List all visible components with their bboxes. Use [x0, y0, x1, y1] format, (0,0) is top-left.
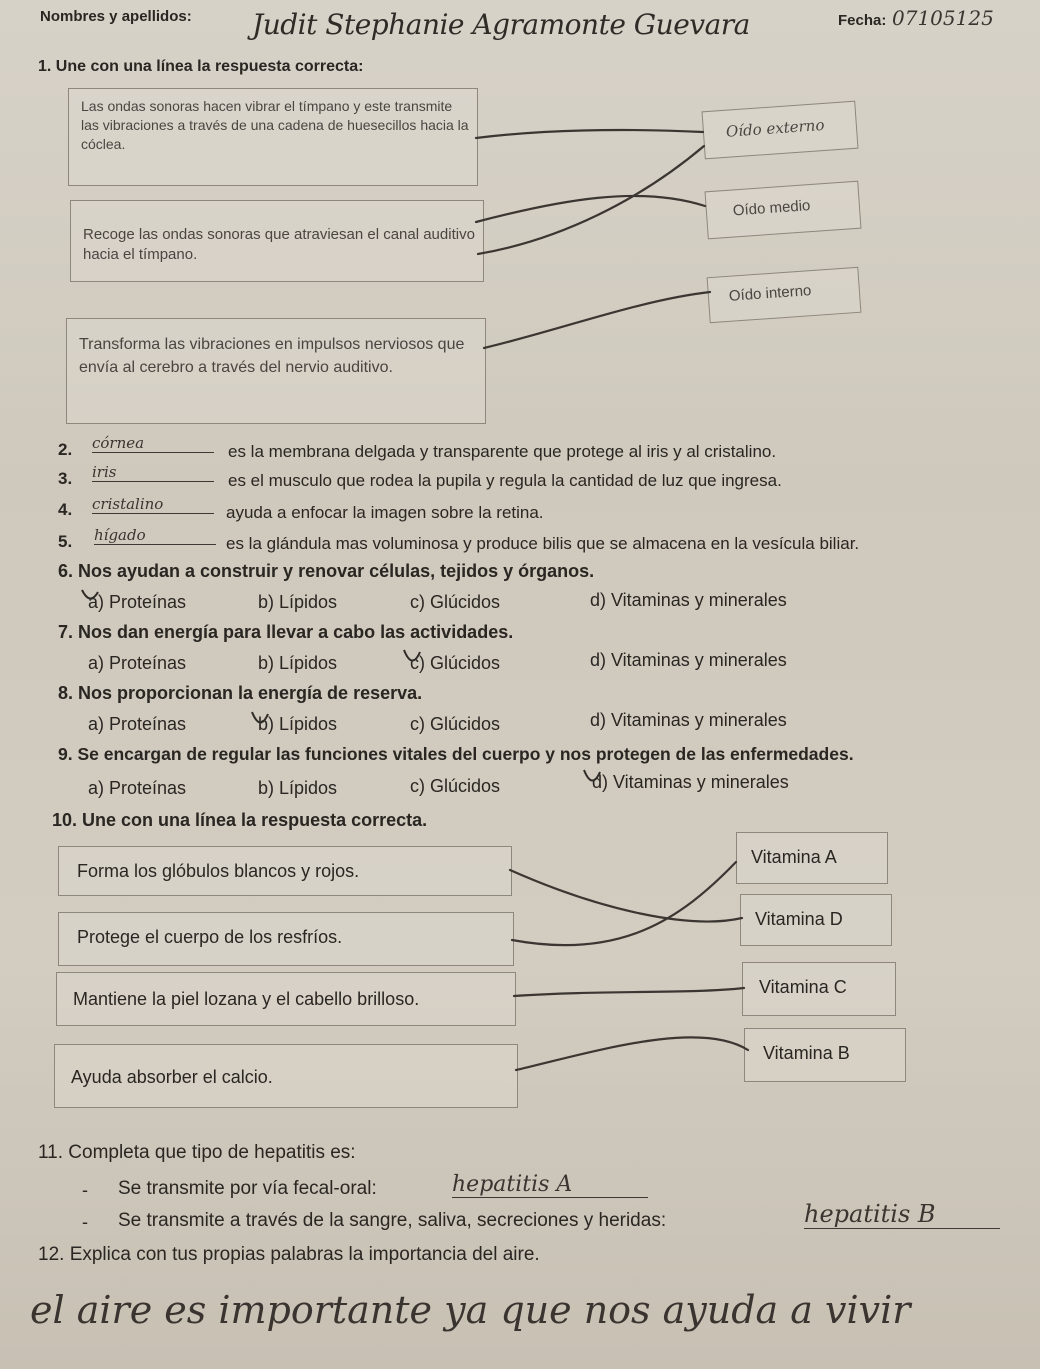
q1-title: 1. Une con una línea la respuesta correcta:	[38, 58, 364, 75]
q10-line-3	[514, 988, 744, 996]
q10-line-4	[516, 1037, 748, 1070]
fill-text: es el musculo que rodea la pupila y regula la cantidad de luz que ingresa.	[228, 471, 782, 490]
fill-answer[interactable]: iris	[92, 463, 214, 482]
q11-answer-1[interactable]: hepatitis A	[452, 1172, 648, 1198]
q11-item-2: Se transmite a través de la sangre, saliva, secreciones y heridas:	[118, 1210, 667, 1231]
mc-question-text: 7. Nos dan energía para llevar a cabo las actividades.	[58, 622, 514, 642]
fill-answer[interactable]: cristalino	[92, 495, 214, 514]
mc-option-d[interactable]: d) Vitaminas y minerales	[592, 772, 789, 792]
q10-left-text-2: Protege el cuerpo de los resfríos.	[77, 927, 343, 947]
answer-mark-6	[82, 590, 98, 599]
fill-number: 4.	[58, 500, 73, 519]
fill-number: 5.	[58, 532, 73, 551]
mc-option-a[interactable]: a) Proteínas	[88, 778, 187, 798]
date-label: Fecha:	[838, 12, 887, 29]
answer-mark-8	[252, 712, 268, 723]
fill-answer[interactable]: hígado	[94, 526, 216, 545]
q10-left-text-4: Ayuda absorber el calcio.	[71, 1067, 273, 1087]
name-label: Nombres y apellidos:	[40, 8, 192, 25]
mc-option-c[interactable]: c) Glúcidos	[410, 714, 501, 734]
q11-bullet-2: -	[82, 1212, 88, 1232]
q1-line-2	[478, 146, 704, 254]
mc-question-text: 6. Nos ayudan a construir y renovar células, tejidos y órganos.	[58, 561, 595, 581]
name-value[interactable]: Judit Stephanie Agramonte Guevara	[252, 8, 750, 41]
q1-line-3	[484, 292, 710, 348]
q1-left-text-3: Transforma las vibraciones en impulsos nerviosos que envía al cerebro a través del nervio auditivo.	[79, 336, 465, 377]
date-value[interactable]: 07105125	[892, 6, 994, 30]
fill-number: 2.	[58, 440, 73, 459]
q12-answer[interactable]: el aire es importante ya que nos ayuda a vivir	[30, 1288, 911, 1332]
q11-answer-2[interactable]: hepatitis B	[804, 1200, 1000, 1229]
q10-left-text-1: Forma los glóbulos blancos y rojos.	[77, 861, 360, 881]
mc-option-a[interactable]: a) Proteínas	[88, 714, 187, 734]
q10-right-text-3: Vitamina C	[759, 977, 847, 997]
q1-right-text-2: Oído medio	[732, 197, 811, 220]
mc-option-d[interactable]: d) Vitaminas y minerales	[590, 590, 787, 610]
q1-left-text-2: Recoge las ondas sonoras que atraviesan el canal auditivo hacia el tímpano.	[83, 226, 475, 264]
mc-option-a[interactable]: a) Proteínas	[88, 653, 187, 673]
q1-right-text-3: Oído interno	[728, 282, 812, 305]
mc-option-b[interactable]: b) Lípidos	[258, 592, 338, 612]
mc-option-c[interactable]: c) Glúcidos	[410, 776, 501, 796]
fill-number: 3.	[58, 469, 73, 488]
mc-option-c[interactable]: c) Glúcidos	[410, 653, 501, 673]
fill-answer[interactable]: córnea	[92, 434, 214, 453]
mc-option-d[interactable]: d) Vitaminas y minerales	[590, 710, 787, 730]
answer-mark-9	[584, 770, 600, 781]
q11-bullet-1: -	[82, 1180, 88, 1200]
mc-option-d[interactable]: d) Vitaminas y minerales	[590, 650, 787, 670]
mc-option-c[interactable]: c) Glúcidos	[410, 592, 501, 612]
mc-option-b[interactable]: b) Lípidos	[258, 653, 338, 673]
q11-item-1: Se transmite por vía fecal-oral:	[118, 1178, 377, 1199]
q10-right-text-2: Vitamina D	[755, 909, 843, 929]
fill-text: es la glándula mas voluminosa y produce bilis que se almacena en la vesícula biliar.	[226, 534, 860, 553]
q1-left-text-1: Las ondas sonoras hacen vibrar el tímpano y este transmite las vibraciones a través de una cadena de huesecillos hacia la cóclea.	[81, 98, 469, 152]
mc-option-a[interactable]: a) Proteínas	[88, 592, 187, 612]
q10-left-text-3: Mantiene la piel lozana y el cabello brilloso.	[73, 989, 420, 1009]
q1-right-text-1: Oído externo	[725, 115, 825, 141]
q10-right-text-4: Vitamina B	[763, 1043, 850, 1063]
q1-line-4	[476, 130, 703, 138]
q12-title: 12. Explica con tus propias palabras la importancia del aire.	[38, 1244, 540, 1265]
q11-title: 11. Completa que tipo de hepatitis es:	[38, 1142, 356, 1163]
q10-line-1	[510, 870, 742, 921]
q10-title: 10. Une con una línea la respuesta correcta.	[52, 810, 428, 830]
q10-line-2	[512, 862, 736, 945]
fill-text: es la membrana delgada y transparente que protege al iris y al cristalino.	[228, 442, 777, 461]
fill-text: ayuda a enfocar la imagen sobre la retina.	[226, 503, 544, 522]
answer-mark-7	[404, 650, 420, 661]
mc-option-b[interactable]: b) Lípidos	[258, 714, 338, 734]
mc-option-b[interactable]: b) Lípidos	[258, 778, 338, 798]
q10-right-text-1: Vitamina A	[751, 847, 837, 867]
mc-question-text: 9. Se encargan de regular las funciones vitales del cuerpo y nos protegen de las enfermedades.	[58, 744, 854, 764]
mc-question-text: 8. Nos proporcionan la energía de reserva.	[58, 683, 423, 703]
